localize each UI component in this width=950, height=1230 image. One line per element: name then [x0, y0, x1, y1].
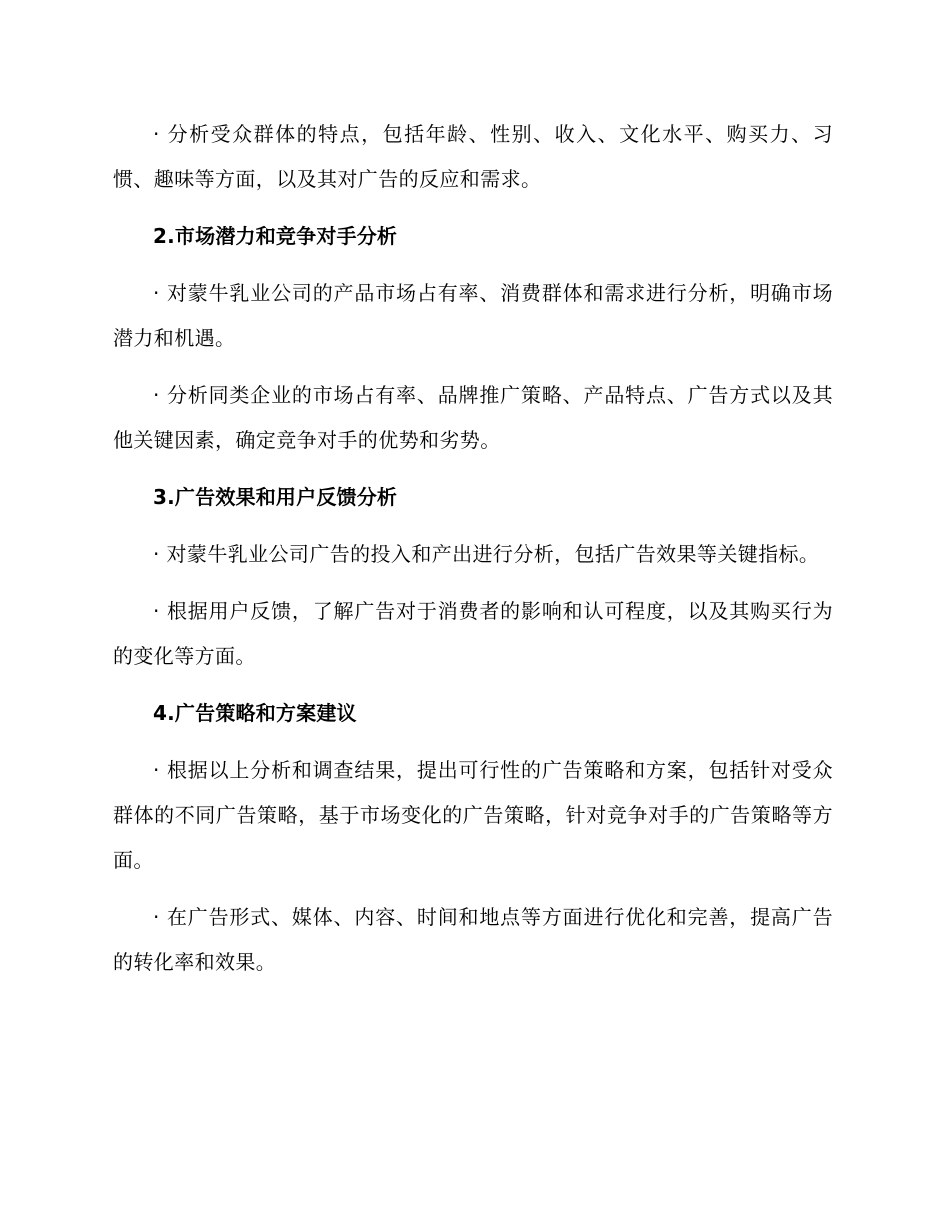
section-heading-ad-effect: 3.广告效果和用户反馈分析: [153, 485, 398, 509]
section-heading-strategy: 4.广告策略和方案建议: [153, 701, 357, 725]
paragraph-strategy-proposal: · 根据以上分析和调查结果，提出可行性的广告策略和方案，包括针对受众群体的不同广告策略，基于市场变化的广告策略，针对竞争对手的广告策略等方面。: [113, 758, 833, 872]
paragraph-competitor-analysis: · 分析同类企业的市场占有率、品牌推广策略、产品特点、广告方式以及其他关键因素，确定竞争对手的优势和劣势。: [113, 383, 833, 452]
section-heading-market-potential: 2.市场潜力和竞争对手分析: [153, 224, 398, 248]
paragraph-optimization: · 在广告形式、媒体、内容、时间和地点等方面进行优化和完善，提高广告的转化率和效果。: [113, 905, 833, 974]
paragraph-ad-input-output: · 对蒙牛乳业公司广告的投入和产出进行分析，包括广告效果等关键指标。: [153, 542, 820, 566]
document-body: [113, 112, 833, 985]
paragraph-audience-traits: · 分析受众群体的特点，包括年龄、性别、收入、文化水平、购买力、习惯、趣味等方面，以及其对广告的反应和需求。: [113, 122, 833, 191]
paragraph-market-share: · 对蒙牛乳业公司的产品市场占有率、消费群体和需求进行分析，明确市场潜力和机遇。: [113, 281, 833, 350]
paragraph-user-feedback: · 根据用户反馈，了解广告对于消费者的影响和认可程度，以及其购买行为的变化等方面。: [113, 599, 833, 668]
